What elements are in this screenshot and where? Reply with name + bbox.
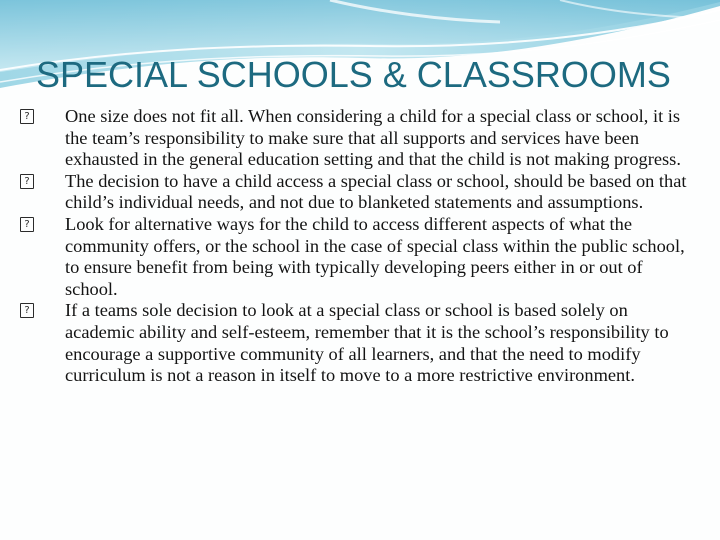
bullet-item — [20, 214, 690, 300]
bullet-item — [20, 106, 690, 171]
replacement-character-icon — [20, 109, 34, 124]
bullet-item — [20, 171, 690, 214]
bullet-text: If a teams sole decision to look at a special class or school is based solely on academic ability and self-esteem, remember that it is the school’s responsibility to encourage a supportive community of all learners, and that the need to modify curriculum is not a reason in itself to move to a more restrictive environment. — [65, 300, 669, 386]
bullet-text: One size does not fit all. When considering a child for a special class or school, it is the team’s responsibility to make sure that all supports and services have been exhausted in the general education setting and that the child is not making progress. — [65, 106, 681, 170]
replacement-character-icon — [20, 174, 34, 189]
bullet-text: Look for alternative ways for the child to access different aspects of what the community offers, or the school in the case of special class within the public school, to ensure benefit from being with typically developing peers either in or out of school. — [65, 213, 685, 299]
bullet-list — [20, 106, 690, 387]
slide-title: SPECIAL SCHOOLS & CLASSROOMS — [36, 54, 671, 95]
replacement-character-icon — [20, 217, 34, 232]
replacement-character-icon — [20, 303, 34, 318]
bullet-text: The decision to have a child access a special class or school, should be based on that child’s individual needs, and not due to blanketed statements and assumptions. — [65, 170, 687, 213]
bullet-item — [20, 300, 690, 386]
